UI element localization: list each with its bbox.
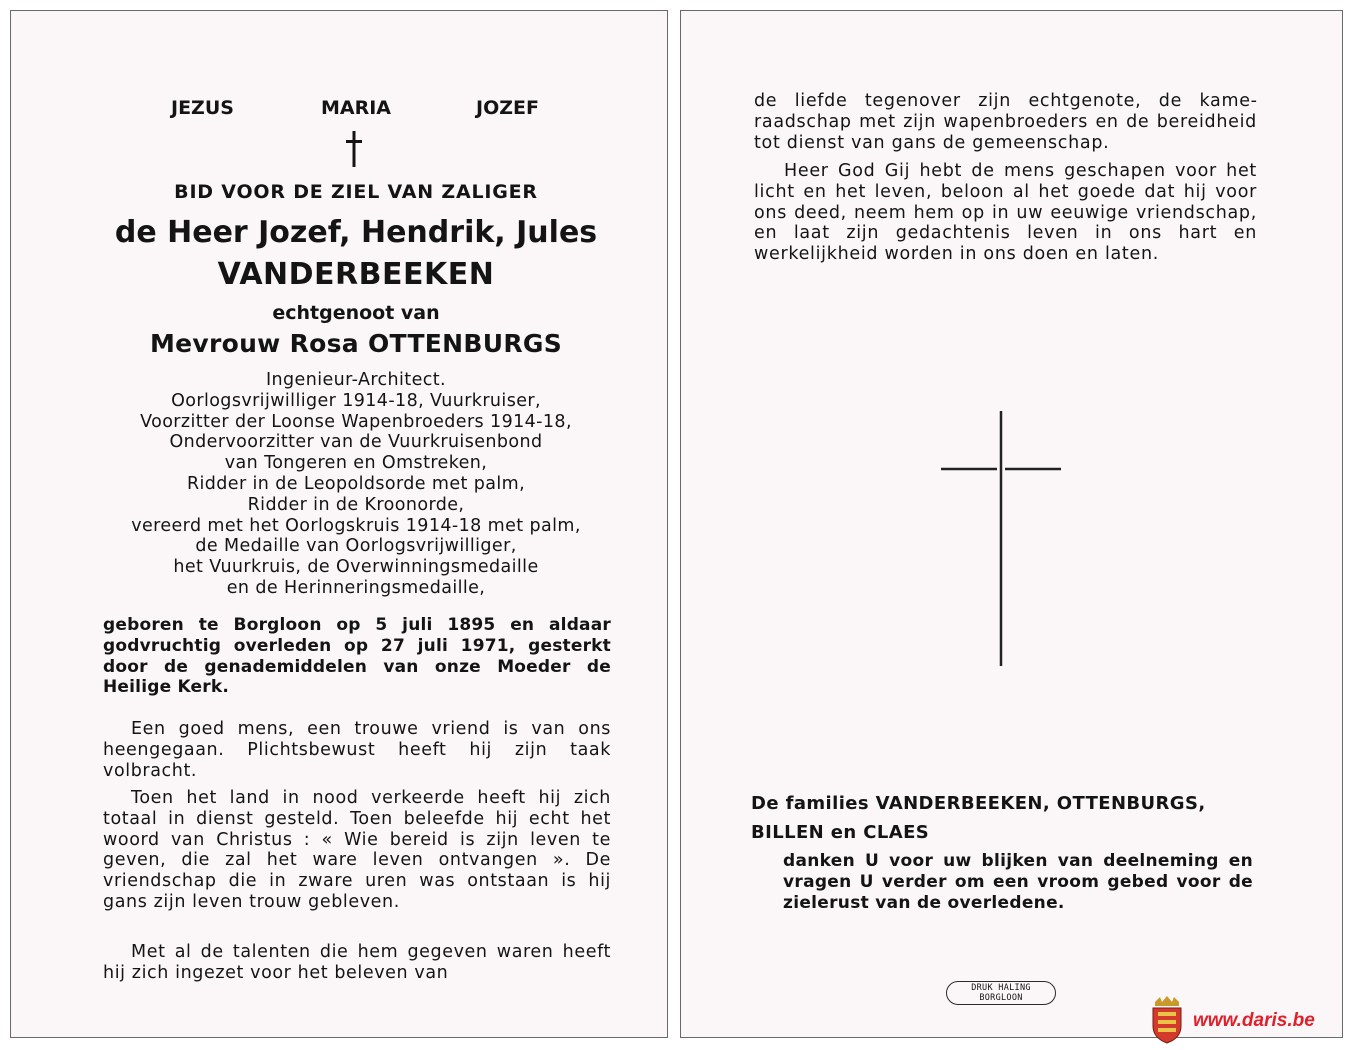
deceased-given-names: de Heer Jozef, Hendrik, Jules — [114, 215, 598, 250]
invocation-jezus: JEZUS — [171, 97, 234, 119]
watermark-url: www.daris.be — [1193, 1010, 1315, 1031]
title-line: de Medaille van Oorlogsvrijwilliger, — [195, 536, 517, 557]
titles-honors-list — [101, 370, 611, 599]
title-line: Ondervoorzitter van de Vuurkruisenbond — [169, 432, 543, 453]
small-cross-icon — [345, 131, 363, 167]
title-line: Ingenieur-Architect. — [266, 370, 446, 390]
right-card-panel — [680, 10, 1343, 1038]
title-line: van Tongeren en Omstreken, — [224, 453, 488, 474]
title-line: en de Herinneringsmedaille, — [226, 577, 486, 598]
title-line: vereerd met het Oorlogskruis 1914-18 met palm, — [131, 515, 581, 536]
large-cross-icon — [941, 411, 1061, 666]
printer-city: BORGLOON — [979, 993, 1023, 1003]
title-line: Ridder in de Leopoldsorde met palm, — [186, 473, 526, 494]
families-acknowledgement — [751, 789, 1271, 847]
birth-death-statement: geboren te Borgloon op 5 juli 1895 en aldaar godvruchtig overleden op 27 juli 1971, gesterkt door de genademiddelen van onze Moeder de Heilige Kerk. — [103, 615, 611, 698]
invocation-maria: MARIA — [321, 97, 392, 119]
title-line: Ridder in de Kroonorde, — [247, 494, 465, 515]
tribute-paragraph: Met al de talenten die hem gegeven waren heeft hij zich ingezet voor het beleven van — [103, 942, 611, 983]
printer-stamp — [946, 981, 1056, 1005]
spouse-name: Mevrouw Rosa OTTENBURGS — [149, 329, 563, 358]
prayer-paragraph: Heer God Gij hebt de mens geschapen voor het licht en het leven, beloon al het goede dat hij voor ons deed, neem hem op in uw eeuwige vriendschap, en laat zijn gedachtenis leven in ons hart en werkelijkheid worden in ons doen en laten. — [754, 161, 1257, 265]
families-line: BILLEN en CLAES — [751, 822, 930, 843]
tribute-paragraph: Toen het land in nood verkeerde heeft hij zich totaal in dienst gesteld. Toen beleefde hij echt het woord van Christus : « Wie bereid is zijn leven te geven, die zal het ware leven ontvangen ». De vriendschap die in zware uren was ontstaan is hij gans zijn leven trouw gebleven. — [103, 788, 611, 912]
title-line: Oorlogsvrijwilliger 1914-18, Vuurkruiser, — [171, 390, 541, 411]
prayer-paragraph: de liefde tegenover zijn echtgenote, de kameraadschap met zijn wapenbroeders en de bereidheid tot dienst van gans de gemeenschap. — [754, 91, 1257, 153]
title-line: het Vuurkruis, de Overwinningsmedaille — [173, 557, 539, 578]
families-line: De families VANDERBEEKEN, OTTENBURGS, — [751, 793, 1206, 814]
title-line: Voorzitter der Loonse Wapenbroeders 1914-18, — [140, 411, 572, 432]
left-card-panel — [10, 10, 668, 1038]
printer-name: DRUK HALING — [971, 983, 1031, 993]
crest-logo-icon — [1150, 996, 1184, 1044]
thanks-message: danken U voor uw blijken van deelneming en vragen U verder om een vroom gebed voor de zielerust van de overledene. — [783, 851, 1253, 913]
invocation-jozef: JOZEF — [476, 97, 539, 119]
deceased-surname: VANDERBEEKEN — [217, 257, 495, 292]
spouse-label: echtgenoot van — [272, 302, 440, 324]
tribute-paragraph: Een goed mens, een trouwe vriend is van ons heengegaan. Plichtsbewust heeft hij zijn taak volbracht. — [103, 719, 611, 781]
prayer-plea: BID VOOR DE ZIEL VAN ZALIGER — [174, 181, 538, 203]
